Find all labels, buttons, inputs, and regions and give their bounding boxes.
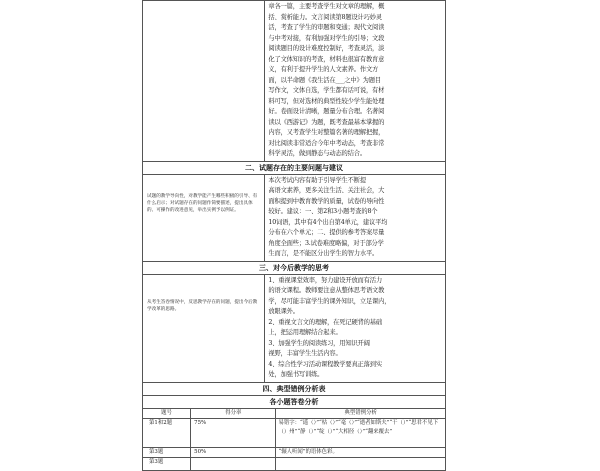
error-table — [142, 408, 446, 471]
text-line: 面积提到中教育教学的质量，试卷的导向性 — [268, 197, 385, 205]
section1-left-cell — [143, 1, 265, 162]
text-line: 10词语，其中有4个出自第4单元，建议平均 — [268, 218, 388, 226]
text-line: 面，以半命题《我生活在___之中》为题目 — [268, 76, 381, 84]
text-line: 高语文素养，更多关注生活、关注社会，大 — [268, 187, 385, 194]
text-line: 本次考试内容有助于引导学生不断提 — [268, 176, 366, 184]
text-line: 角度全面些；3.试卷难度略偏，对于部分学 — [268, 239, 384, 247]
section1-row — [143, 1, 446, 162]
text-line: 括、赏析能力。文言阅读第8题设计巧妙灵 — [268, 13, 382, 21]
text-line: 化了文体知识的考查，材料也很富有教育意 — [268, 55, 385, 63]
text-line: 写作文，文体自选，学生都有话可说，有材 — [268, 87, 385, 94]
table-row — [143, 457, 446, 470]
row-analysis — [276, 457, 446, 470]
table-row — [143, 447, 446, 457]
section2-text — [265, 174, 446, 261]
text-line: 阅读题目的设计难度控制好，考查灵活，淡 — [268, 45, 385, 52]
error-table-header — [143, 408, 446, 418]
document-page — [142, 0, 446, 465]
text-line: 视野，丰富学生生活内容。 — [268, 350, 342, 357]
text-line: 对比阅读非常适合今年中考动态，考查非常 — [268, 139, 385, 147]
section1-text — [265, 1, 446, 162]
text-line: 3、加强学生的阅读练习，用知识开阔 — [268, 339, 370, 347]
section4-subtitle: 各小题答卷分析 — [143, 395, 446, 408]
text-line: 处，加强书写训练。 — [268, 371, 324, 378]
row-rate — [191, 457, 276, 470]
section3-text — [265, 274, 446, 382]
table-row — [143, 418, 446, 447]
section2-row — [143, 174, 446, 261]
text-line: 科学灵活，做到静态与动态的结合。 — [268, 150, 366, 157]
section3-title: 三、对今后教学的思考 — [143, 261, 446, 274]
text-line: 章各一篇，主要考查学生对文章的理解，概 — [268, 3, 385, 10]
header-analysis: 典型错例分析 — [276, 408, 446, 418]
text-line: 2、重视文言文的理解，在死记硬背的基础 — [268, 318, 382, 326]
row-num: 第3题 — [143, 457, 191, 470]
text-line: 读以《西游记》为题，既考查最基本掌握的 — [268, 118, 385, 126]
text-line: 4、综合性学习活动课程教学要真正落到实 — [268, 360, 382, 368]
header-rate: 得分率 — [191, 408, 276, 418]
analysis-table — [142, 0, 446, 409]
section2-title: 二、试题存在的主要问题与建议 — [143, 161, 446, 174]
row-rate: 75% — [191, 418, 276, 447]
header-num: 题号 — [143, 408, 191, 418]
row-analysis: “辗人听闻”的语体色彩。 — [276, 447, 446, 457]
text-line: 生而言，是不能区分出学生的智力水平。 — [268, 250, 379, 257]
text-line: 1、重视课堂效率，努力建设开放而有活力 — [268, 276, 382, 284]
text-line: 放眼课外。 — [268, 308, 299, 315]
row-analysis: 易错字：“遥（）”“枯（）”“毫（）”“逝者如斯夫”“干（）”“思君不见下（）州”“静（）”“绽（）”“大相径（）”“翻来覆去” — [276, 418, 446, 447]
section3-guidance: 从考生答卷情况中，反思教学存在的问题，提出今后教学改革的思路。 — [143, 274, 265, 382]
text-line: 与中考对接，有利加强对学生的引导；文段 — [268, 34, 385, 42]
text-line: 学，尽可能丰富学生的课外知识，立足课内， — [268, 297, 391, 305]
text-line: 好。卷面设计清晰，题量分布合理。名著阅 — [268, 108, 385, 115]
text-line: 上，把运用理解结合起来。 — [268, 329, 342, 336]
section3-row — [143, 274, 446, 382]
text-line: 较好。建议：一、第2和3小题考查的8个 — [268, 208, 378, 215]
text-line: 料可写，但对选材的典型性较少学生能处理 — [268, 97, 385, 105]
text-line: 内容，又考查学生对整篇名著的理解把握， — [268, 129, 385, 136]
row-rate: 50% — [191, 447, 276, 457]
text-line: 活，考查了学生的审题和变通；现代文阅读 — [268, 24, 385, 31]
section4-title: 四、典型错例分析表 — [143, 382, 446, 395]
text-line: 分布在六个单元；二、提供的参考答案尽量 — [268, 229, 385, 236]
row-num: 第1和2题 — [143, 418, 191, 447]
section2-guidance: 试题的教学导向性，对教学能产生哪些积极的引导、有什么启示；对试题存在的问题作简要描述，提出具体的、可操作的改进意见，举出实例予以例证。 — [143, 174, 265, 261]
row-num: 第3题 — [143, 447, 191, 457]
text-line: 义，有利于提升学生的人文素养。作文方 — [268, 66, 379, 73]
text-line: 的语文课程。教师要注意从整体思考语文教 — [268, 287, 385, 294]
